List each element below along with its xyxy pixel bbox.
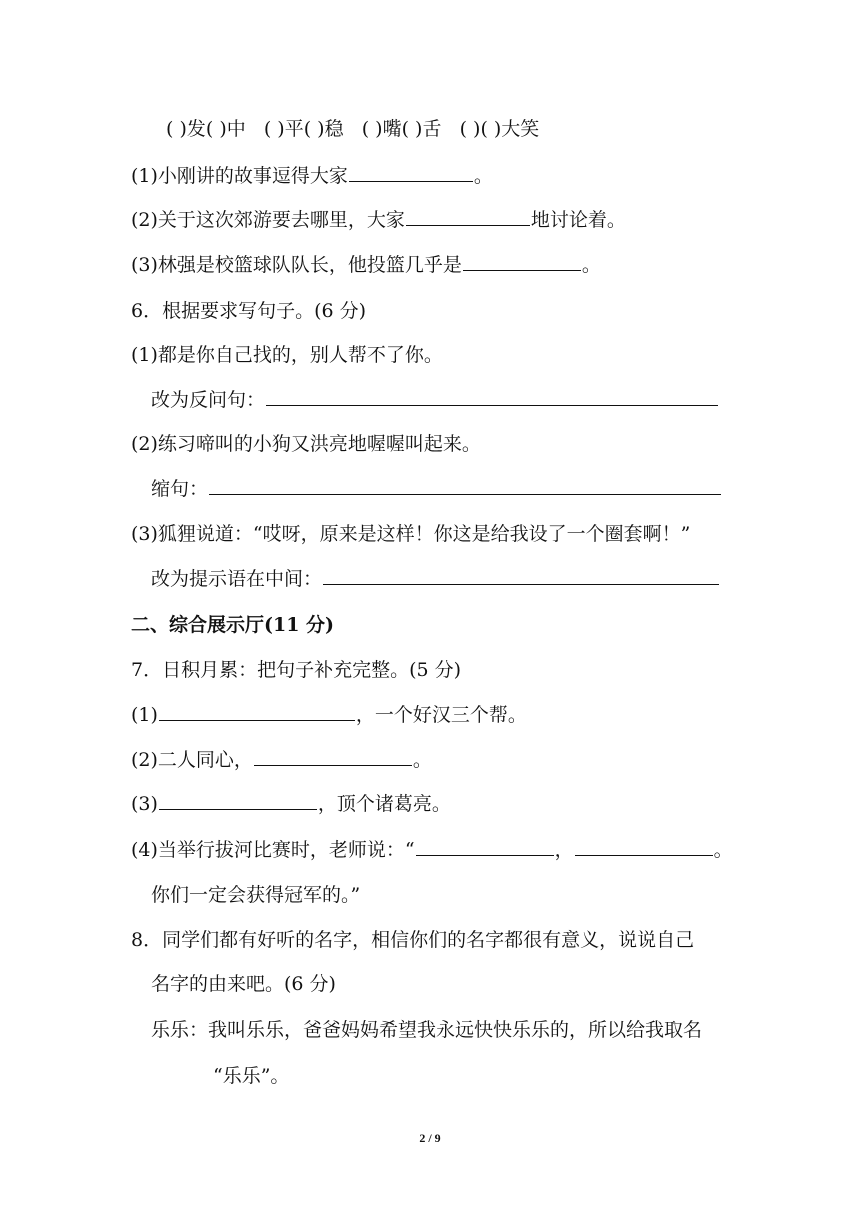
idiom-3: ( )嘴( )舌 [361,118,442,140]
q5-item-3: (3)林强是校篮球队队长，他投篮几乎是 。 [131,254,601,276]
q6-task-1: 改为反问句： [151,387,719,413]
q6-task-3: 改为提示语在中间： [151,566,720,592]
answer-blank[interactable] [159,702,355,721]
idiom-row [166,116,539,142]
q8-example-line-1: 乐乐：我叫乐乐，爸爸妈妈希望我永远快快乐乐的，所以给我取名 [151,1019,703,1041]
page-number: 2 / 9 [419,1131,441,1145]
q6-sentence-3: (3)狐狸说道：“哎呀，原来是这样！你这是给我设了一个圈套啊！” [131,523,691,545]
q6-title: 6．根据要求写句子。(6 分) [131,300,367,322]
answer-blank[interactable] [406,207,530,226]
q5-item-1: (1)小刚讲的故事逗得大家 。 [131,165,493,187]
q5-item-2: (2)关于这次郊游要去哪里，大家 地讨论着。 [131,209,626,231]
q7-title: 7．日积月累：把句子补充完整。(5 分) [131,659,462,681]
answer-blank[interactable] [463,252,581,271]
q8-title-line-2: 名字的由来吧。(6 分) [151,973,336,995]
q6-sentence-1: (1)都是你自己找的，别人帮不了你。 [131,344,443,366]
answer-blank[interactable] [209,476,721,495]
answer-blank[interactable] [266,387,718,406]
answer-blank[interactable] [416,837,554,856]
q8-example-line-2: “乐乐”。 [213,1065,290,1087]
idiom-4: ( )( )大笑 [459,118,540,140]
section-title: 二、综合展示厅(11 分) [131,614,335,636]
idiom-1: ( )发( )中 [166,118,246,140]
answer-blank[interactable] [159,791,317,810]
q7-item-1: (1) ，一个好汉三个帮。 [131,704,527,726]
q7-item-4-continuation: 你们一定会获得冠军的。” [151,884,361,906]
q7-item-4: (4)当举行拔河比赛时，老师说：“ ， 。 [131,839,733,861]
answer-blank[interactable] [575,837,713,856]
answer-blank[interactable] [323,566,719,585]
answer-blank[interactable] [254,747,412,766]
answer-blank[interactable] [349,163,473,182]
q7-item-3: (3) ，顶个诸葛亮。 [131,793,451,815]
q6-task-2: 缩句： [151,476,722,502]
q7-item-2: (2)二人同心， 。 [131,749,432,771]
idiom-2: ( )平( )稳 [263,118,344,140]
q6-sentence-2: (2)练习啼叫的小狗又洪亮地喔喔叫起来。 [131,433,481,455]
q8-title-line-1: 8．同学们都有好听的名字，相信你们的名字都很有意义，说说自己 [131,929,695,951]
